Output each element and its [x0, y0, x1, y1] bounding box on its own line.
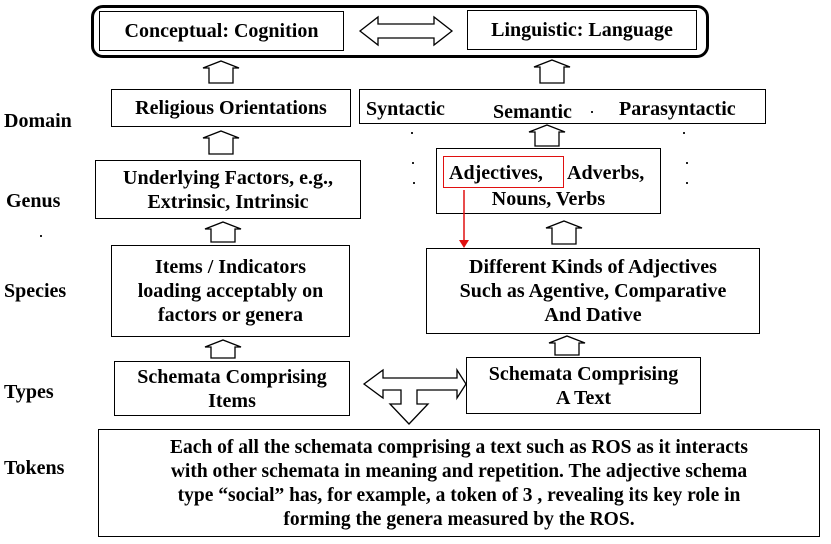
underlying-factors-line1: Underlying Factors, e.g.,: [123, 166, 333, 189]
religious-orientations-label: Religious Orientations: [135, 97, 327, 119]
items-indicators-line2: loading acceptably on: [137, 280, 324, 302]
tokens-line2: with other schemata in meaning and repetition. The adjective schema: [170, 461, 748, 483]
schemata-text-line2: A Text: [555, 386, 612, 409]
level-label-genus: Genus: [6, 190, 61, 212]
nouns-verbs-label: Nouns, Verbs: [491, 188, 606, 210]
schemata-items-line1: Schemata Comprising: [137, 365, 327, 388]
tokens-line4: forming the genera measured by the ROS.: [283, 508, 635, 530]
level-label-domain: Domain: [4, 110, 72, 132]
level-label-types: Types: [4, 381, 54, 403]
conceptual-label: Conceptual: Cognition: [124, 20, 319, 42]
up-arrow-right-2: [529, 125, 565, 146]
underlying-factors-line2: Extrinsic, Intrinsic: [147, 190, 309, 213]
kinds-line2: Such as Agentive, Comparative: [459, 280, 727, 302]
schemata-items-line2: Items: [208, 389, 256, 412]
up-arrow-left-2: [203, 131, 239, 154]
three-way-arrow: [364, 370, 466, 424]
items-indicators-line1: Items / Indicators: [154, 256, 307, 278]
up-arrow-right-3: [546, 221, 582, 244]
up-arrow-right-4: [549, 336, 585, 355]
adverbs-label: Adverbs,: [567, 162, 645, 184]
adjectives-label: Adjectives,: [449, 162, 543, 184]
double-arrow-top: [360, 17, 452, 45]
level-label-tokens: Tokens: [4, 457, 65, 479]
up-arrow-right-1: [534, 60, 570, 83]
schemata-text-line1: Schemata Comprising: [488, 362, 679, 385]
kinds-line1: Different Kinds of Adjectives: [469, 256, 717, 278]
tokens-line1: Each of all the schemata comprising a text such as ROS as it interacts: [170, 437, 748, 459]
red-pointer-head: [459, 240, 469, 248]
syntactic-label: Syntactic: [366, 98, 445, 120]
kinds-line3: And Dative: [544, 304, 642, 326]
linguistic-label: Linguistic: Language: [491, 19, 673, 41]
semantic-label: Semantic: [493, 101, 572, 123]
parasyntactic-label: Parasyntactic: [619, 98, 736, 120]
tokens-line3: type “social” has, for example, a token of 3 , revealing its key role in: [177, 485, 741, 506]
items-indicators-line3: factors or genera: [157, 304, 304, 326]
up-arrow-left-3: [205, 222, 241, 242]
up-arrow-left-1: [203, 61, 239, 83]
up-arrow-left-4: [205, 340, 241, 358]
level-label-species: Species: [4, 280, 67, 302]
